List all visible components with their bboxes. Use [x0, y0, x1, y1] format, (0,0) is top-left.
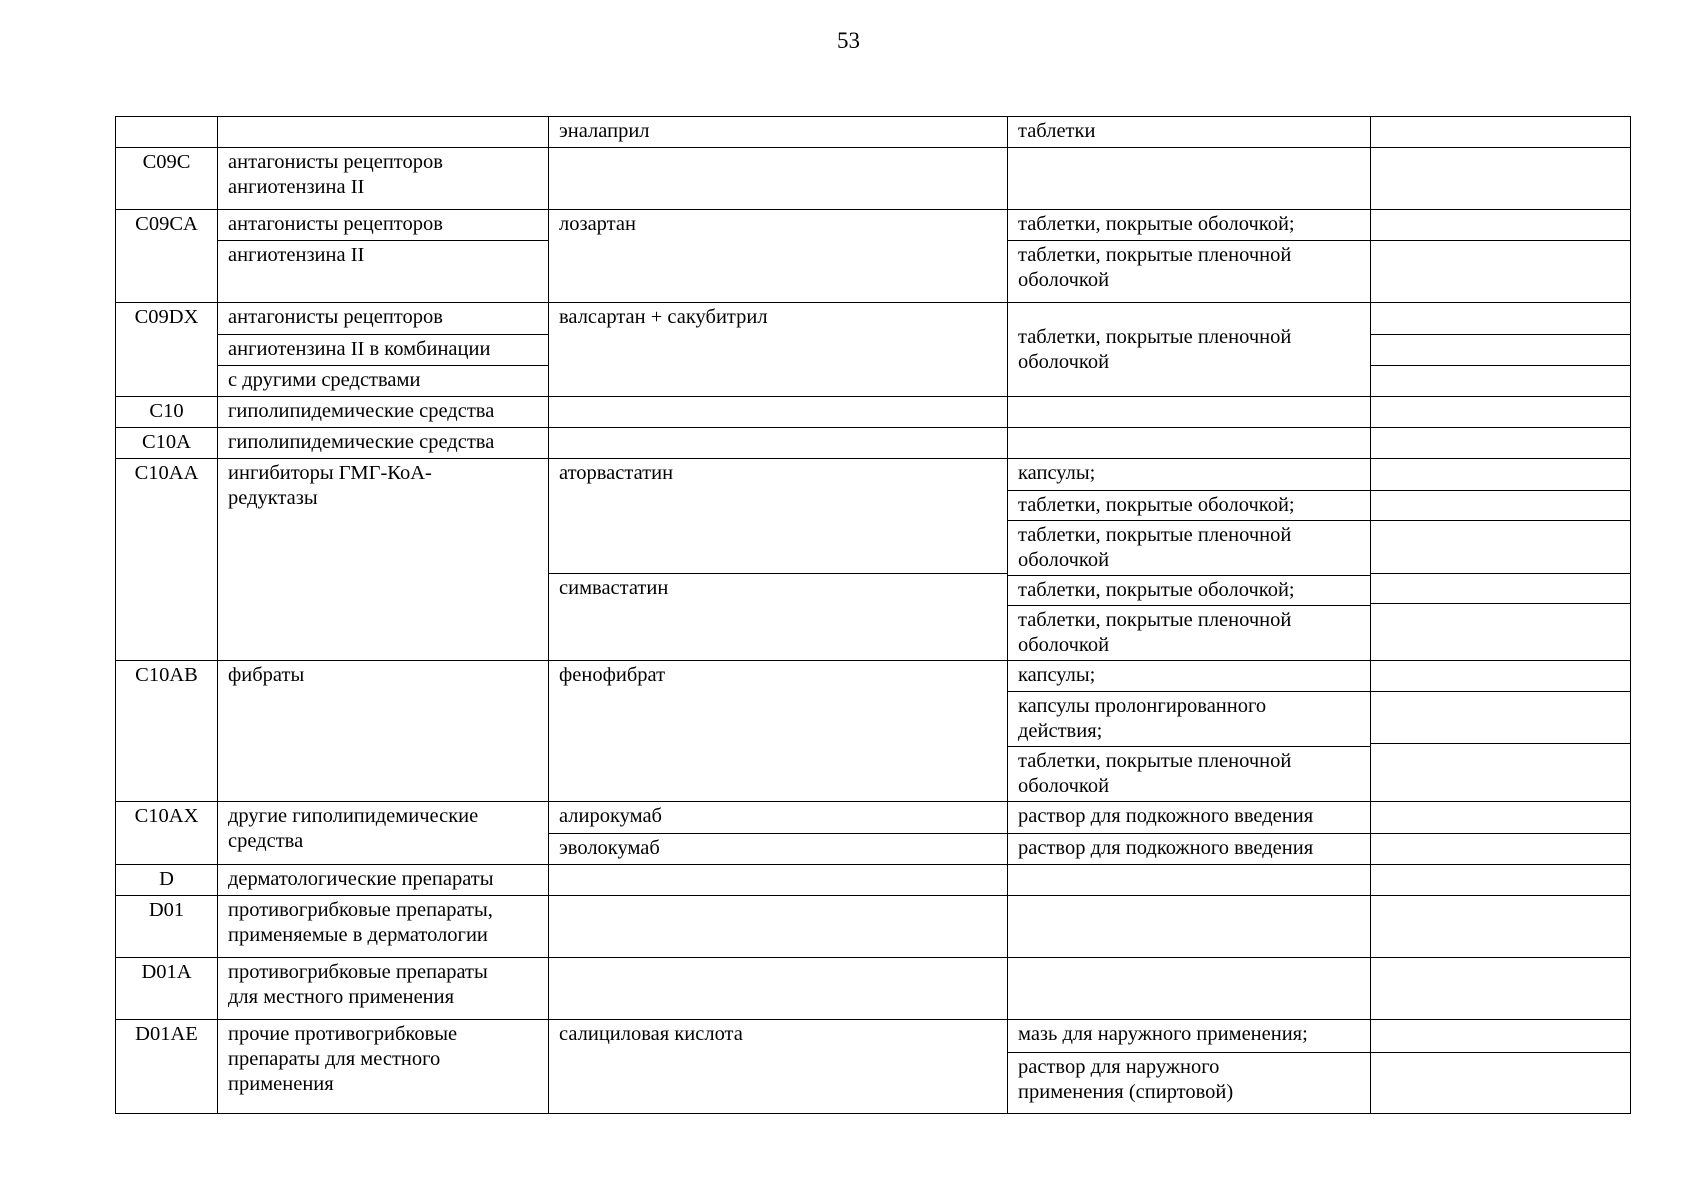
group-name: противогрибковые препараты для местного применения — [218, 958, 549, 1020]
dosage-form — [1008, 148, 1371, 210]
group-name: противогрибковые препараты, применяемые в дерматологии — [218, 896, 549, 958]
table-row — [116, 148, 1631, 210]
drug-name: лозартан — [549, 210, 1008, 303]
dosage-form — [1008, 397, 1371, 428]
atc-code: C10 — [116, 397, 218, 428]
extra-cell — [1371, 117, 1631, 148]
group-name — [218, 117, 549, 148]
atc-code: D01A — [116, 958, 218, 1020]
drug-name — [549, 865, 1008, 896]
drug-name: аторвастатин симвастатин — [549, 459, 1008, 661]
drug-name — [549, 896, 1008, 958]
atc-code: C09C — [116, 148, 218, 210]
dosage-form: капсулы; капсулы пролонгированного действия; таблетки, покрытые пленочной оболочкой — [1008, 660, 1371, 802]
table-row — [116, 428, 1631, 459]
group-name: антагонисты рецепторов ангиотензина II — [218, 148, 549, 210]
extra-cell — [1371, 397, 1631, 428]
drug-name: алирокумаб эволокумаб — [549, 802, 1008, 865]
table-row — [116, 210, 1631, 303]
group-name: антагонисты рецепторов ангиотензина II — [218, 210, 549, 303]
extra-cell — [1371, 428, 1631, 459]
dosage-form: капсулы; таблетки, покрытые оболочкой; таблетки, покрытые пленочной оболочкой таблетки, покрытые оболочкой; таблетки, покрытые пленочной оболочкой — [1008, 459, 1371, 661]
drug-name: эналаприл — [549, 117, 1008, 148]
table-row — [116, 802, 1631, 865]
group-name: ингибиторы ГМГ-КоА- редуктазы — [218, 459, 549, 661]
table-row — [116, 896, 1631, 958]
page-number: 53 — [837, 28, 860, 53]
group-name: гиполипидемические средства — [218, 428, 549, 459]
atc-code — [116, 117, 218, 148]
extra-cell — [1371, 802, 1631, 865]
table-row — [116, 958, 1631, 1020]
extra-cell — [1371, 148, 1631, 210]
dosage-form: таблетки — [1008, 117, 1371, 148]
table-row — [116, 459, 1631, 661]
drug-name — [549, 148, 1008, 210]
table-row — [116, 660, 1631, 802]
dosage-form — [1008, 428, 1371, 459]
dosage-form: таблетки, покрытые пленочной оболочкой — [1008, 303, 1371, 397]
atc-code: C09CA — [116, 210, 218, 303]
atc-code: D — [116, 865, 218, 896]
dosage-form: раствор для подкожного введения раствор для подкожного введения — [1008, 802, 1371, 865]
dosage-form — [1008, 896, 1371, 958]
dosage-form — [1008, 958, 1371, 1020]
group-name: дерматологические препараты — [218, 865, 549, 896]
table-row — [116, 303, 1631, 397]
group-name: фибраты — [218, 660, 549, 802]
extra-cell — [1371, 1020, 1631, 1114]
table-row — [116, 1020, 1631, 1114]
dosage-form: таблетки, покрытые оболочкой; таблетки, покрытые пленочной оболочкой — [1008, 210, 1371, 303]
drug-name: фенофибрат — [549, 660, 1008, 802]
table-row — [116, 397, 1631, 428]
atc-code: C10AA — [116, 459, 218, 661]
dosage-form: мазь для наружного применения; раствор для наружного применения (спиртовой) — [1008, 1020, 1371, 1114]
atc-code: C10AX — [116, 802, 218, 865]
group-name: антагонисты рецепторов ангиотензина II в комбинации с другими средствами — [218, 303, 549, 397]
extra-cell — [1371, 210, 1631, 303]
dosage-form — [1008, 865, 1371, 896]
table-row — [116, 117, 1631, 148]
extra-cell — [1371, 865, 1631, 896]
extra-cell — [1371, 303, 1631, 397]
drug-name: валсартан + сакубитрил — [549, 303, 1008, 397]
drug-name — [549, 397, 1008, 428]
atc-code: C10AB — [116, 660, 218, 802]
drug-table — [115, 116, 1631, 1114]
atc-code: D01AE — [116, 1020, 218, 1114]
drug-name: салициловая кислота — [549, 1020, 1008, 1114]
extra-cell — [1371, 958, 1631, 1020]
extra-cell — [1371, 660, 1631, 802]
extra-cell — [1371, 896, 1631, 958]
drug-name — [549, 958, 1008, 1020]
atc-code: C10A — [116, 428, 218, 459]
table-row — [116, 865, 1631, 896]
atc-code: C09DX — [116, 303, 218, 397]
group-name: другие гиполипидемические средства — [218, 802, 549, 865]
extra-cell — [1371, 459, 1631, 661]
atc-code: D01 — [116, 896, 218, 958]
group-name: прочие противогрибковые препараты для местного применения — [218, 1020, 549, 1114]
drug-name — [549, 428, 1008, 459]
group-name: гиполипидемические средства — [218, 397, 549, 428]
